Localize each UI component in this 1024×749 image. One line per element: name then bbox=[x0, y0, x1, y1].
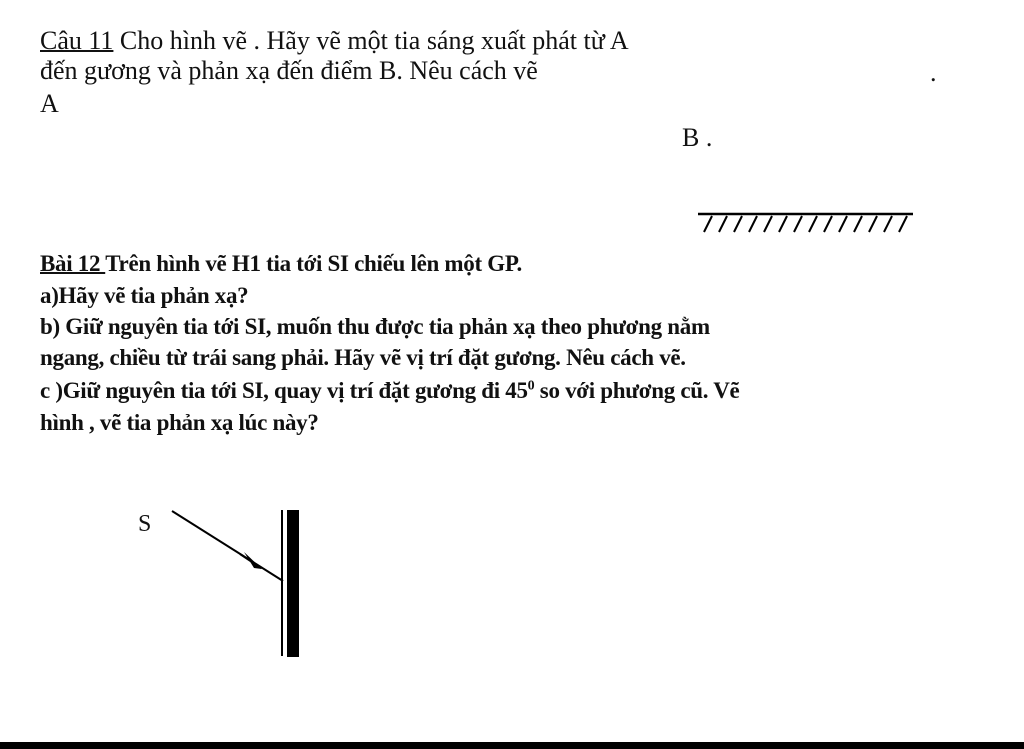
question-12-part-b-line-2: ngang, chiều từ trái sang phải. Hãy vẽ vị trí đặt gương. Nêu cách vẽ. bbox=[40, 345, 686, 370]
question-12-part-b-line-1: b) Giữ nguyên tia tới SI, muốn thu được tia phản xạ theo phương nằm bbox=[40, 314, 710, 339]
question-12-part-a: a)Hãy vẽ tia phản xạ? bbox=[40, 283, 249, 308]
bottom-border bbox=[0, 742, 1024, 749]
question-11-line-2: đến gương và phản xạ đến điểm B. Nêu cách vẽ bbox=[40, 56, 538, 85]
question-12-intro: Trên hình vẽ H1 tia tới SI chiếu lên một GP. bbox=[105, 251, 522, 276]
point-a-label: A bbox=[40, 89, 59, 118]
mirror-1 bbox=[698, 214, 913, 232]
point-b-label: B . bbox=[682, 123, 713, 152]
incident-ray-si bbox=[172, 511, 283, 581]
mirror-2 bbox=[282, 510, 299, 657]
question-12-number: Bài 12 bbox=[40, 251, 106, 276]
question-11-text-1: Cho hình vẽ . Hãy vẽ một tia sáng xuất phát từ A bbox=[113, 26, 629, 55]
point-s-label: S bbox=[138, 511, 152, 537]
stray-dot: . bbox=[930, 58, 937, 87]
question-12-part-c-text: c )Giữ nguyên tia tới SI, quay vị trí đặt gương đi 45 bbox=[40, 378, 528, 403]
question-12-part-c-text-after: so với phương cũ. Vẽ bbox=[534, 378, 740, 403]
question-11-number: Câu 11 bbox=[40, 26, 114, 55]
degree-superscript: 0 bbox=[527, 378, 535, 394]
question-12-part-c-line-2: hình , vẽ tia phản xạ lúc này? bbox=[40, 410, 319, 435]
